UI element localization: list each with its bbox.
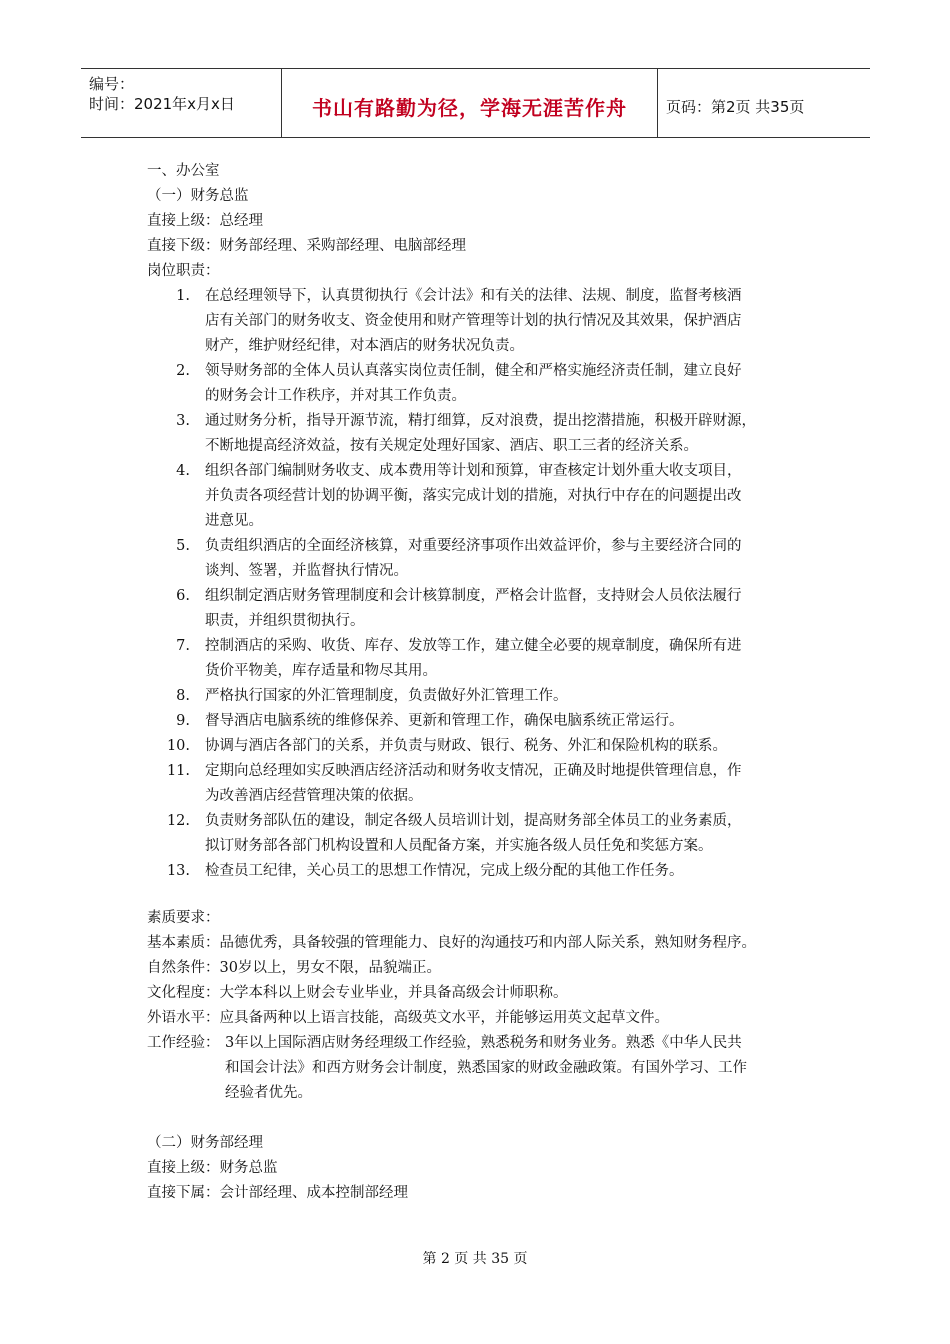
duty-number: 7. [176, 638, 190, 654]
duty-text: 协调与酒店各部门的关系，并负责与财政、银行、税务、外汇和保险机构的联系。 [205, 738, 727, 754]
duty-number: 8. [176, 688, 190, 704]
date-label: 时间：2021年x月x日 [89, 95, 235, 113]
requirement-item: 文化程度：大学本科以上财会专业毕业，并具备高级会计师职称。 [147, 985, 568, 1001]
duty-text: 组织制定酒店财务管理制度和会计核算制度，严格会计监督，支持财会人员依法履行 [205, 588, 742, 604]
subsection-title-1: （一）财务总监 [147, 188, 249, 204]
code-label: 编号： [89, 75, 135, 93]
duty-number: 12. [166, 813, 190, 829]
duty-text: 领导财务部的全体人员认真落实岗位责任制，健全和严格实施经济责任制，建立良好 [205, 363, 742, 379]
duty-number: 3. [176, 413, 190, 429]
duty-text: 职责，并组织贯彻执行。 [205, 613, 365, 629]
sub2-report-to: 直接上级：财务总监 [147, 1160, 278, 1176]
requirements-label: 素质要求： [147, 910, 220, 926]
duty-text: 通过财务分析，指导开源节流，精打细算，反对浪费，提出挖潜措施，积极开辟财源， [205, 413, 756, 429]
duty-number: 6. [176, 588, 190, 604]
duty-number: 1. [176, 288, 190, 304]
section-title: 一、办公室 [147, 163, 220, 179]
sub2-subordinates: 直接下属：会计部经理、成本控制部经理 [147, 1185, 408, 1201]
experience-label: 工作经验： [147, 1035, 220, 1051]
duty-number: 4. [176, 463, 190, 479]
page-label: 页码：第2页 共35页 [666, 98, 805, 116]
requirement-item: 基本素质：品德优秀，具备较强的管理能力、良好的沟通技巧和内部人际关系，熟知财务程序。 [147, 935, 756, 951]
duty-text: 为改善酒店经营管理决策的依据。 [205, 788, 423, 804]
duty-number: 10. [166, 738, 190, 754]
requirement-item: 外语水平：应具备两种以上语言技能，高级英文水平，并能够运用英文起草文件。 [147, 1010, 669, 1026]
motto: 书山有路勤为径，学海无涯苦作舟 [312, 96, 627, 120]
duty-text: 负责财务部队伍的建设，制定各级人员培训计划，提高财务部全体员工的业务素质， [205, 813, 742, 829]
duty-number: 13. [166, 863, 190, 879]
duty-text: 进意见。 [205, 513, 263, 529]
duty-text: 检查员工纪律，关心员工的思想工作情况，完成上级分配的其他工作任务。 [205, 863, 684, 879]
duties-label: 岗位职责： [147, 263, 220, 279]
requirement-item: 自然条件：30岁以上，男女不限，品貌端正。 [147, 960, 441, 976]
duty-text: 店有关部门的财务收支、资金使用和财产管理等计划的执行情况及其效果，保护酒店 [205, 313, 742, 329]
duty-number: 9. [176, 713, 190, 729]
experience-line: 和国会计法》和西方财务会计制度，熟悉国家的财政金融政策。有国外学习、工作 [225, 1060, 747, 1076]
duty-text: 财产，维护财经纪律，对本酒店的财务状况负责。 [205, 338, 524, 354]
duty-text: 严格执行国家的外汇管理制度，负责做好外汇管理工作。 [205, 688, 568, 704]
duty-text: 组织各部门编制财务收支、成本费用等计划和预算，审查核定计划外重大收支项目， [205, 463, 742, 479]
experience-line: 经验者优先。 [225, 1085, 312, 1101]
duty-text: 负责组织酒店的全面经济核算，对重要经济事项作出效益评价，参与主要经济合同的 [205, 538, 742, 554]
duty-text: 在总经理领导下，认真贯彻执行《会计法》和有关的法律、法规、制度，监督考核酒 [205, 288, 742, 304]
header-page-cell [658, 69, 870, 137]
duty-number: 5. [176, 538, 190, 554]
duty-text: 定期向总经理如实反映酒店经济活动和财务收支情况，正确及时地提供管理信息，作 [205, 763, 742, 779]
duty-text: 督导酒店电脑系统的维修保养、更新和管理工作，确保电脑系统正常运行。 [205, 713, 684, 729]
header-table [81, 68, 870, 138]
duty-text: 不断地提高经济效益，按有关规定处理好国家、酒店、职工三者的经济关系。 [205, 438, 698, 454]
subsection-title-2: （二）财务部经理 [147, 1135, 263, 1151]
page-footer: 第 2 页 共 35 页 [422, 1251, 528, 1267]
duty-number: 2. [176, 363, 190, 379]
duty-text: 拟订财务部各部门机构设置和人员配备方案，并实施各级人员任免和奖惩方案。 [205, 838, 713, 854]
subordinates: 直接下级：财务部经理、采购部经理、电脑部经理 [147, 238, 466, 254]
report-to: 直接上级：总经理 [147, 213, 263, 229]
duty-text: 谈判、签署，并监督执行情况。 [205, 563, 408, 579]
experience-line: 3年以上国际酒店财务经理级工作经验，熟悉税务和财务业务。熟悉《中华人民共 [225, 1035, 742, 1051]
duty-number: 11. [166, 763, 190, 779]
duty-text: 的财务会计工作秩序，并对其工作负责。 [205, 388, 466, 404]
duty-text: 并负责各项经营计划的协调平衡，落实完成计划的措施，对执行中存在的问题提出改 [205, 488, 742, 504]
header-info-cell [81, 69, 282, 137]
duty-text: 货价平物美，库存适量和物尽其用。 [205, 663, 437, 679]
duty-text: 控制酒店的采购、收货、库存、发放等工作，建立健全必要的规章制度，确保所有进 [205, 638, 742, 654]
header-motto-cell [282, 69, 658, 137]
